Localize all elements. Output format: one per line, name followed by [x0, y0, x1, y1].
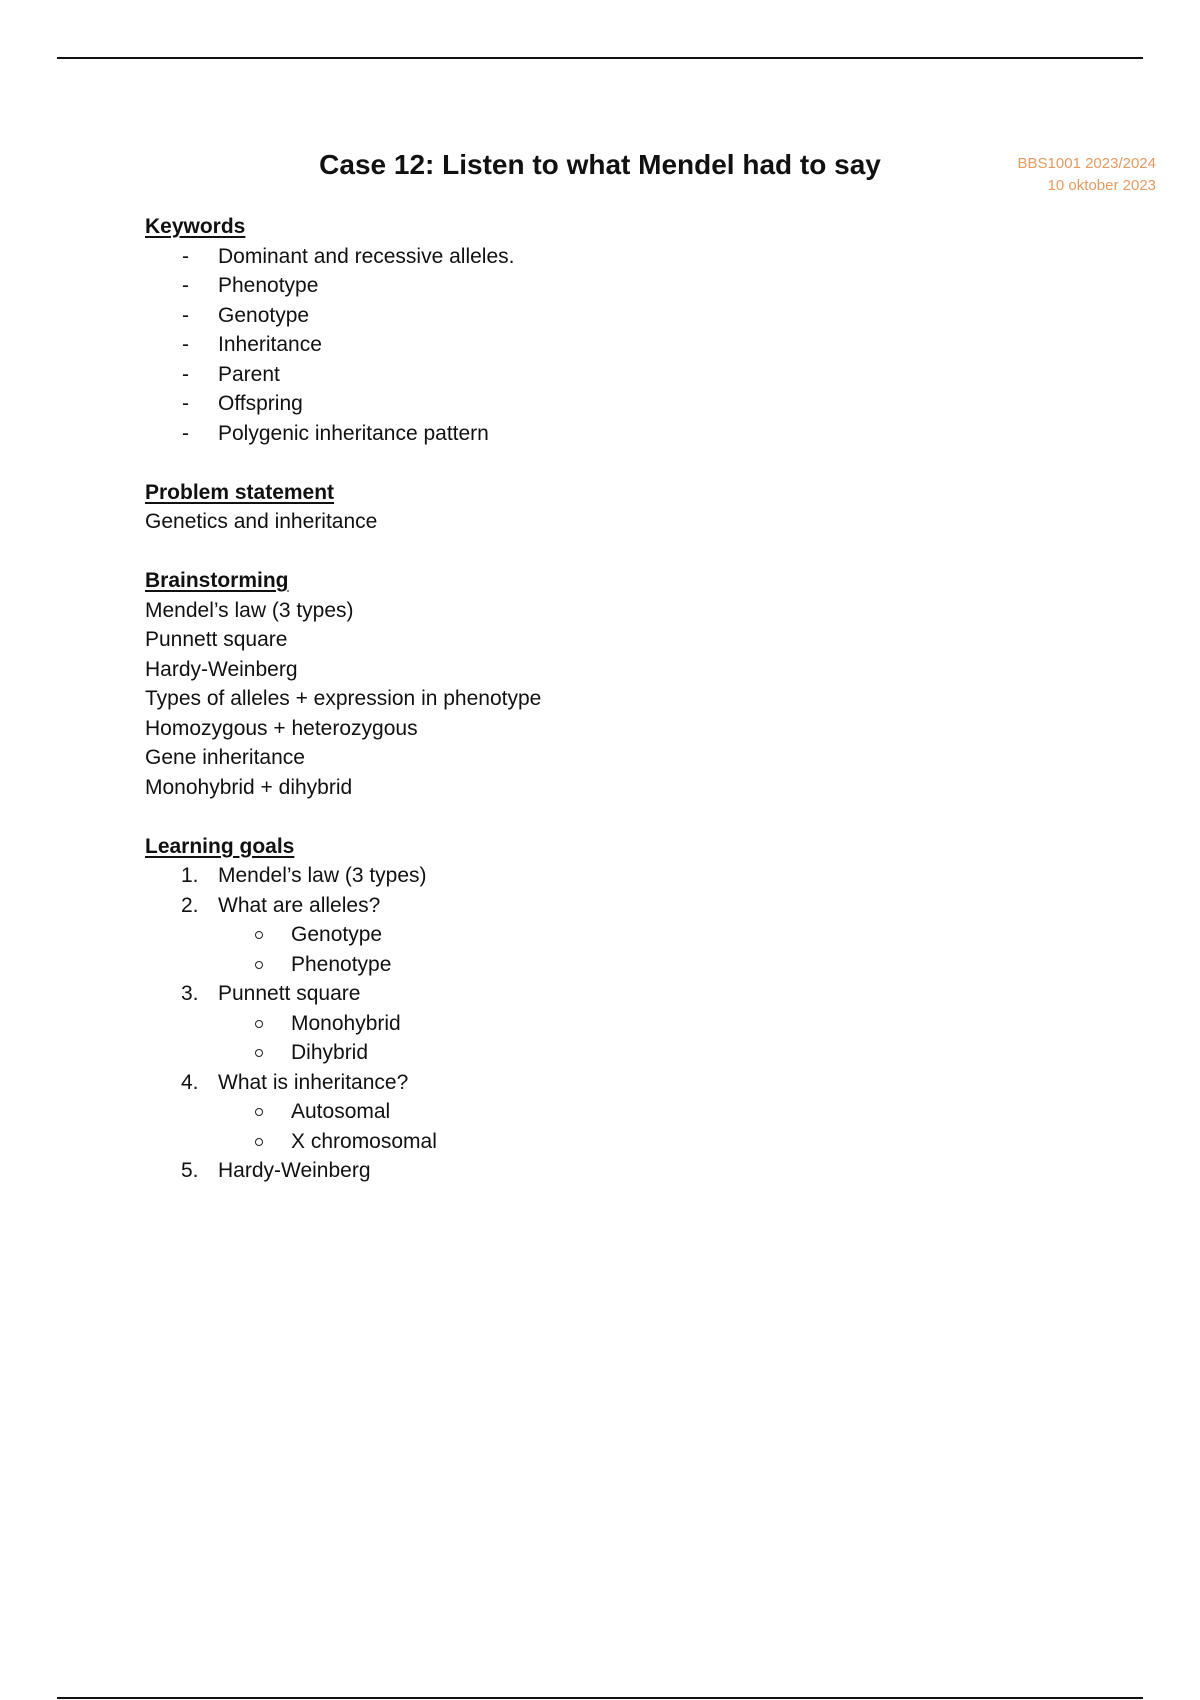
- keyword-item: - Dominant and recessive alleles.: [182, 244, 515, 268]
- sub-goal-item: Dihybrid: [218, 1038, 1045, 1068]
- course-date: 10 oktober 2023: [1047, 177, 1156, 194]
- problem-statement-text: Genetics and inheritance: [145, 510, 378, 533]
- learning-goal-item: 3. Punnett square Monohybrid Dihybrid: [145, 979, 1045, 1068]
- learning-goal-item: 5. Hardy-Weinberg: [181, 1159, 371, 1182]
- keyword-item: - Parent: [182, 362, 280, 386]
- sub-goal-item: Genotype: [218, 920, 1045, 950]
- keywords-heading: Keywords: [145, 215, 246, 238]
- keyword-item: - Phenotype: [182, 274, 319, 297]
- sub-goal-item: Phenotype: [218, 950, 1045, 980]
- problem-statement-heading: Problem statement: [145, 480, 335, 504]
- circle-bullet-icon: [255, 1049, 263, 1057]
- learning-goal-sublist: [145, 1009, 1045, 1068]
- top-rule: [57, 57, 1143, 59]
- course-code: BBS1001 2023/2024: [1017, 155, 1156, 172]
- page-title: Case 12: Listen to what Mendel had to say: [319, 149, 881, 180]
- learning-goal-item: 2. What are alleles? Genotype Phenotype: [145, 891, 1045, 980]
- brainstorming-heading: Brainstorming: [145, 569, 289, 592]
- brainstorm-item: Homozygous + heterozygous: [145, 716, 418, 740]
- learning-goals-heading: Learning goals: [145, 834, 295, 858]
- learning-goal-sublist: [145, 1097, 1045, 1156]
- brainstorm-item: Punnett square: [145, 628, 288, 651]
- circle-bullet-icon: [255, 931, 263, 939]
- circle-bullet-icon: [255, 961, 263, 969]
- keyword-item: - Offspring: [182, 392, 303, 415]
- learning-goal-item: 1. Mendel’s law (3 types): [181, 864, 427, 887]
- brainstorm-item: Hardy-Weinberg: [145, 657, 298, 681]
- brainstorm-item: Gene inheritance: [145, 746, 305, 769]
- brainstorming-list: [145, 596, 1045, 803]
- document-body: [145, 212, 1045, 1186]
- keyword-item: - Genotype: [182, 303, 310, 327]
- learning-goal-item: 4. What is inheritance? Autosomal X chromosomal: [145, 1068, 1045, 1157]
- bottom-rule: [57, 1697, 1143, 1699]
- brainstorm-item: Monohybrid + dihybrid: [145, 775, 353, 799]
- brainstorm-item: Types of alleles + expression in phenotype: [145, 687, 542, 710]
- circle-bullet-icon: [255, 1108, 263, 1116]
- learning-goals-list: [145, 861, 1045, 1186]
- keywords-list: [145, 242, 1045, 449]
- brainstorm-item: Mendel’s law (3 types): [145, 598, 354, 622]
- circle-bullet-icon: [255, 1020, 263, 1028]
- sub-goal-item: X chromosomal: [218, 1127, 1045, 1157]
- circle-bullet-icon: [255, 1138, 263, 1146]
- keyword-item: - Inheritance: [182, 333, 322, 356]
- keyword-item: - Polygenic inheritance pattern: [182, 421, 489, 445]
- sub-goal-item: Monohybrid: [218, 1009, 1045, 1039]
- sub-goal-item: Autosomal: [218, 1097, 1045, 1127]
- learning-goal-sublist: [145, 920, 1045, 979]
